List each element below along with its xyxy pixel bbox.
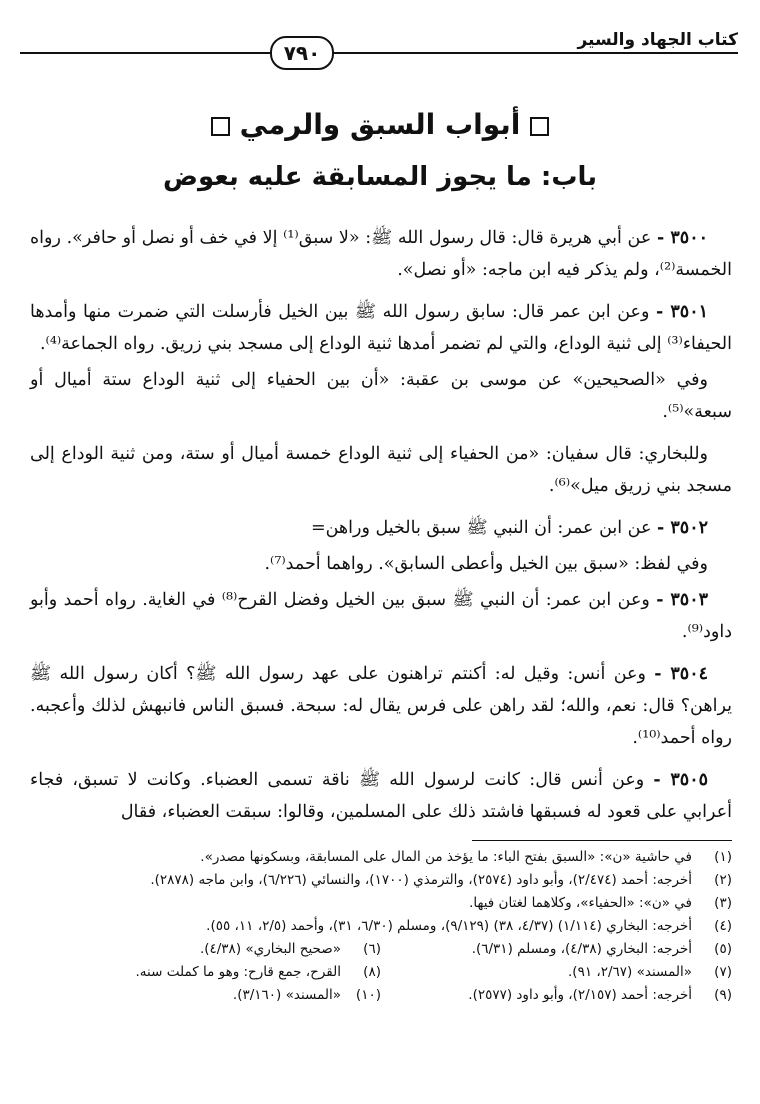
section-title: باب: ما يجوز المسابقة عليه بعوض: [163, 162, 597, 192]
hadith-3500: ٣٥٠٠ - عن أبي هريرة قال: قال رسول الله ﷺ: «لا سبق⁽¹⁾ إلا في خف أو نصل أو حافر». رواه الخمسة⁽²⁾، ولم يذكر فيه ابن ماجه: «أو نصل».: [30, 228, 732, 280]
hadith-3502: ٣٥٠٢ - عن ابن عمر: أن النبي ﷺ سبق بالخيل وراهن=: [310, 518, 708, 538]
hadith-3501-bukhari: وللبخاري: قال سفيان: «من الحفياء إلى ثنية الوداع خمسة أميال أو ستة، ومن ثنية الوداع إلى مسجد بني زريق ميل»⁽⁶⁾.: [30, 444, 732, 496]
chapter-title: [0, 108, 760, 141]
footnote-8: (٨) القرح، جمع قارح: وهو ما كملت سنه.: [135, 964, 381, 980]
hadith-3503: ٣٥٠٣ - وعن ابن عمر: أن النبي ﷺ سبق بين الخيل وفضل القرح⁽⁸⁾ في الغاية. رواه أحمد وأبو داود⁽⁹⁾.: [30, 590, 732, 642]
footnote-row: [30, 961, 732, 984]
footnote-row: [30, 938, 732, 961]
footnote-10: (١٠) «المسند» (٣/١٦٠).: [232, 987, 381, 1003]
page-number: ٧٩٠: [270, 36, 334, 70]
footnote-1: (١) في حاشية «ن»: «السبق بفتح الباء: ما يؤخذ من المال على المسابقة، وبسكونها مصدر».: [200, 849, 732, 865]
hadith-3502-variant: وفي لفظ: «سبق بين الخيل وأعطى السابق». رواهما أحمد⁽⁷⁾.: [264, 554, 708, 574]
square-ornament-icon: [211, 117, 230, 136]
footnote-rule: [472, 840, 732, 841]
hadith-3504: ٣٥٠٤ - وعن أنس: وقيل له: أكنتم تراهنون على عهد رسول الله ﷺ؟ أكان رسول الله ﷺ يراهن؟ قال: نعم، والله؛ لقد راهن على فرس يقال له: سبحة. فسبق الناس فانبهش لذلك وأعجبه. رواه أحمد⁽¹⁰⁾.: [30, 664, 732, 748]
footnote-row: [30, 984, 732, 1007]
footnote-9: (٩) أخرجه: أحمد (٢/١٥٧)، وأبو داود (٢٥٧٧).: [468, 987, 732, 1003]
hadith-3501: ٣٥٠١ - وعن ابن عمر قال: سابق رسول الله ﷺ بين الخيل فأرسلت التي ضمرت منها وأمدها الحيفاء⁽³⁾ إلى ثنية الوداع، والتي لم تضمر أمدها ثنية الوداع إلى مسجد بني زريق. رواه الجماعة⁽⁴⁾.: [30, 302, 732, 354]
square-ornament-icon: [530, 117, 549, 136]
hadith-3505: ٣٥٠٥ - وعن أنس قال: كانت لرسول الله ﷺ ناقة تسمى العضباء. وكانت لا تسبق، فجاء أعرابي على قعود له فسبقها فاشتد ذلك على المسلمين، وقالوا: سبقت العضباء، فقال: [30, 770, 732, 822]
footnote-5: (٥) أخرجه: البخاري (٤/٣٨)، ومسلم (٦/٣١).: [471, 941, 732, 957]
footnote-2: (٢) أخرجه: أحمد (٢/٤٧٤)، وأبو داود (٢٥٧٤)، والترمذي (١٧٠٠)، والنسائي (٦/٢٢٦)، وابن ماجه (٢٨٧٨).: [150, 872, 732, 888]
chapter-title-text: أبواب السبق والرمي: [239, 108, 521, 141]
hadith-3501-sahihayn: وفي «الصحيحين» عن موسى بن عقبة: «أن بين الحفياء إلى ثنية الوداع ستة أميال أو سبعة»⁽⁵⁾.: [30, 370, 732, 422]
footnote-3: (٣) في «ن»: «الحفياء»، وكلاهما لغتان فيها.: [469, 895, 732, 911]
footnote-4: (٤) أخرجه: البخاري (١/١١٤) (٤/٣٧، ٣٨) (٩/١٢٩)، ومسلم (٦/٣٠، ٣١)، وأحمد (٢/٥، ١١، ٥٥).: [206, 918, 732, 934]
header-rule: [20, 52, 738, 54]
footnotes: [30, 846, 732, 1007]
hadith-text-body: [30, 222, 732, 838]
footnote-7: (٧) «المسند» (٢/٦٧، ٩١).: [568, 964, 732, 980]
footnote-6: (٦) «صحيح البخاري» (٤/٣٨).: [199, 941, 381, 957]
running-title: كتاب الجهاد والسير: [567, 30, 738, 50]
page-header: [20, 30, 738, 70]
